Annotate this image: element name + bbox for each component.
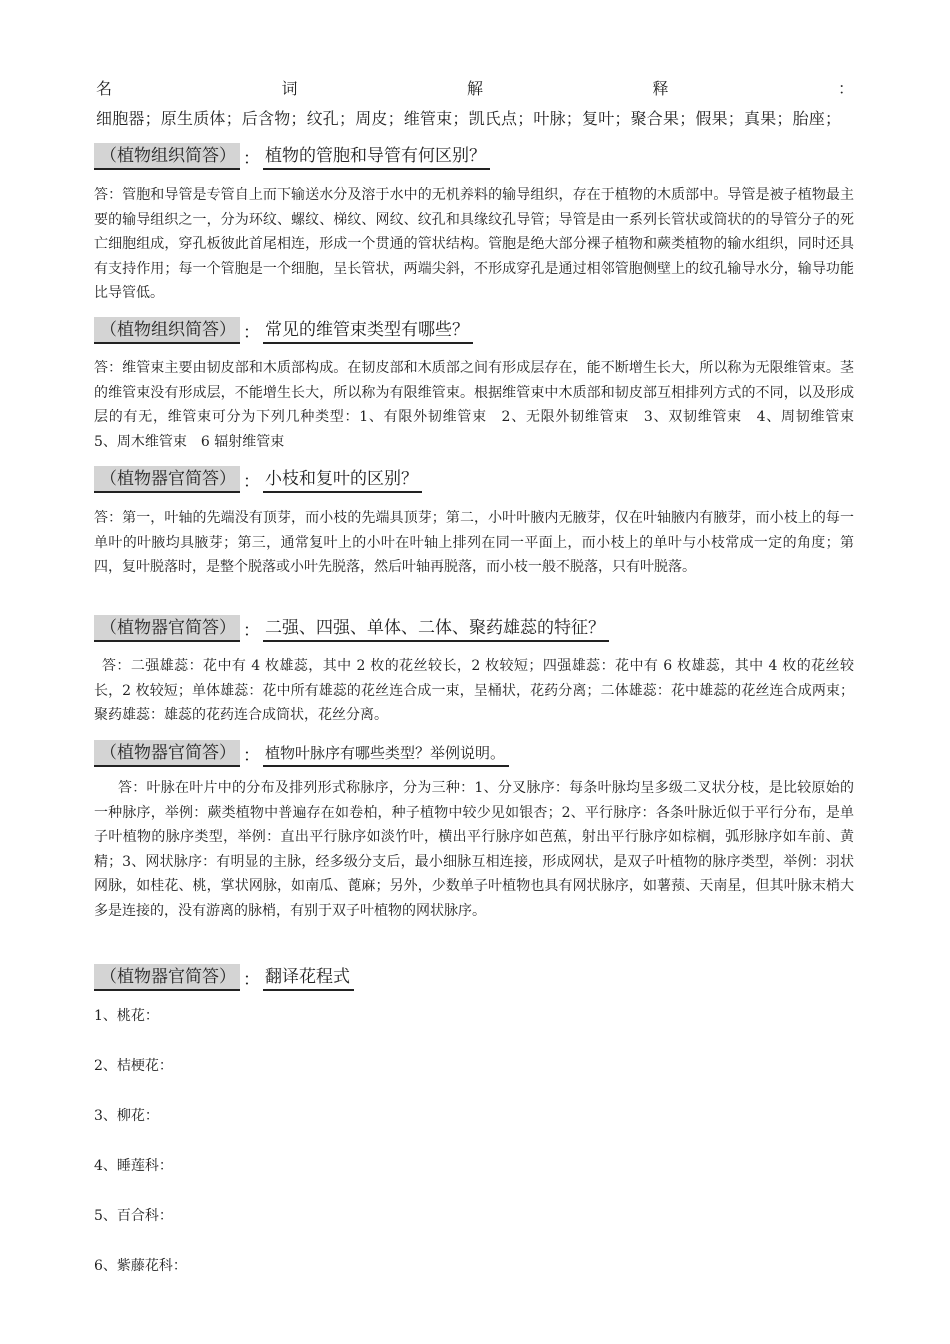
vocab-heading-char: 解 [466,79,483,98]
question-tag: （植物器官简答） [94,964,240,991]
question-colon: ： [243,970,260,990]
question-header-6 [94,961,354,991]
answer-3: 答：第一，叶轴的先端没有顶芽，而小枝的先端具顶芽；第二，小叶叶腋内无腋芽，仅在叶轴腋内有腋芽，而小枝上的每一单叶的叶腋均具腋芽；第三，通常复叶上的小叶在叶轴上排列在同一平面上，而小枝上的单叶与小枝常成一定的角度；第四，复叶脱落时，是整个脱落或小叶先脱落，然后叶轴再脱落，而小枝一般不脱落，只有叶脱落。 [94,510,854,575]
question-header-2 [94,314,473,344]
question-title: 二强、四强、单体、二体、聚药雄蕊的特征？ [263,617,609,642]
vocab-terms: 细胞器；原生质体；后含物；纹孔；周皮；维管束；凯氏点；叶脉；复叶；聚合果；假果；真果；胎座； [96,109,842,128]
formula-item: 6、紫藤花科： [94,1258,187,1274]
question-colon: ： [243,472,260,492]
question-header-1 [94,140,490,170]
answer-5: 答：叶脉在叶片中的分布及排列形式称脉序，分为三种：1、分叉脉序：每条叶脉均呈多级二叉状分枝，是比较原始的一种脉序，举例：蕨类植物中普遍存在如卷柏，种子植物中较少见如银杏；2、平行脉序：各条叶脉近似于平行分布，是单子叶植物的脉序类型，举例：直出平行脉序如淡竹叶，横出平行脉序如芭蕉，射出平行脉序如棕榈，弧形脉序如车前、黄精；3、网状脉序：有明显的主脉，经多级分支后，最小细脉互相连接，形成网状，是双子叶植物的脉序类型，举例：羽状网脉，如桂花、桃，掌状网脉，如南瓜、蓖麻；另外，少数单子叶植物也具有网状脉序，如薯蓣、天南星，但其叶脉末梢大多是连接的，没有游离的脉梢，有别于双子叶植物的网状脉序。 [94,780,854,919]
question-header-4 [94,612,609,642]
formula-item: 1、桃花： [94,1008,159,1024]
question-title: 植物叶脉序有哪些类型？举例说明。 [263,742,509,767]
question-tag: （植物组织简答） [94,317,240,344]
question-header-3 [94,463,422,493]
question-colon: ： [243,323,260,343]
question-colon: ： [243,149,260,169]
question-tag: （植物组织简答） [94,143,240,170]
question-title: 常见的维管束类型有哪些？ [263,319,473,344]
question-tag: （植物器官简答） [94,615,240,642]
question-tag: （植物器官简答） [94,466,240,493]
answer-4: 答：二强雄蕊：花中有 4 枚雄蕊，其中 2 枚的花丝较长，2 枚较短；四强雄蕊：花中有 6 枚雄蕊，其中 4 枚的花丝较长，2 枚较短；单体雄蕊：花中所有雄蕊的花丝连合成一束，呈桶状，花药分离；二体雄蕊：花中雄蕊的花丝连合成两束；聚药雄蕊：雄蕊的花药连合成筒状，花丝分离。 [94,658,854,723]
question-header-5 [94,737,509,767]
vocab-heading-char: 释 [652,79,669,98]
vocab-heading-char: 名 [96,79,113,98]
vocab-heading-char: ： [837,79,854,98]
formula-item: 2、桔梗花： [94,1058,173,1074]
answer-2: 答：维管束主要由韧皮部和木质部构成。在韧皮部和木质部之间有形成层存在，能不断增生长大，所以称为无限维管束。茎的维管束没有形成层，不能增生长大，所以称为有限维管束。根据维管束中木质部和韧皮部互相排列方式的不同，以及形成层的有无，维管束可分为下列几种类型：1、有限外韧维管束 2、无限外韧维管束 3、双韧维管束 4、周韧维管束 5、周木维管束 6 辐射维管束 [94,360,882,450]
vocab-heading-char: 词 [281,79,298,98]
answer-1: 答：管胞和导管是专管自上而下输送水分及溶于水中的无机养料的输导组织，存在于植物的木质部中。导管是被子植物最主要的输导组织之一，分为环纹、螺纹、梯纹、网纹、纹孔和具缘纹孔导管；导管是由一系列长管状或筒状的的导管分子的死亡细胞组成，穿孔板彼此首尾相连，形成一个贯通的管状结构。管胞是绝大部分裸子植物和蕨类植物的输水组织，同时还具有支持作用；每一个管胞是一个细胞，呈长管状，两端尖斜，不形成穿孔是通过相邻管胞侧壁上的纹孔输导水分，输导功能比导管低。 [94,187,854,301]
vocab-heading [96,76,854,100]
question-tag: （植物器官简答） [94,740,240,767]
question-title: 翻译花程式 [263,966,354,991]
question-colon: ： [243,621,260,641]
question-title: 小枝和复叶的区别？ [263,468,422,493]
formula-item: 4、睡莲科： [94,1158,173,1174]
formula-item: 5、百合科： [94,1208,173,1224]
question-colon: ： [243,746,260,766]
formula-item: 3、柳花： [94,1108,159,1124]
question-title: 植物的管胞和导管有何区别？ [263,145,490,170]
